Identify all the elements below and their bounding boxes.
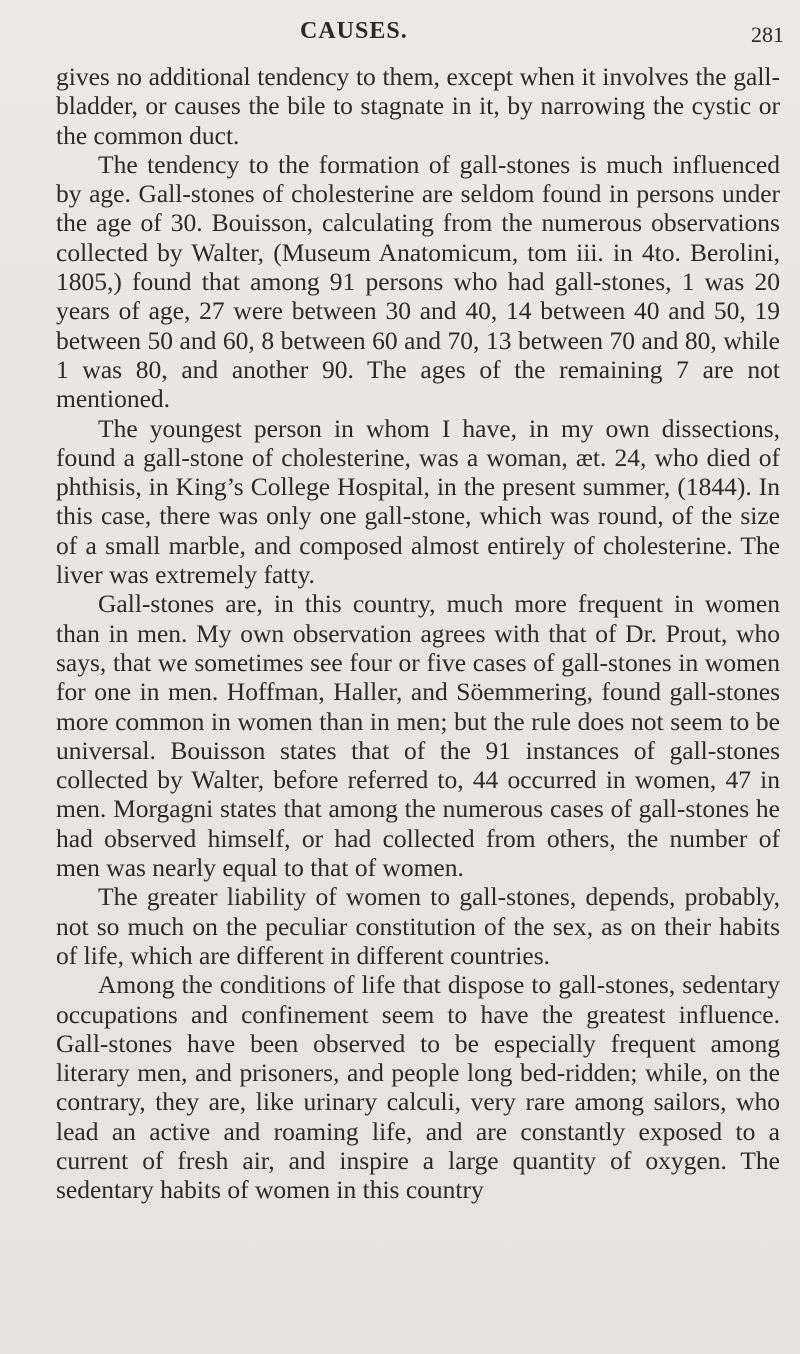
paragraph-conditions: Among the conditions of life that dispose to gall-stones, sedentary occupations and confinement seem to have the greatest influence. Gall-stones have been observed to be especially frequent among literary men, and prisoners, and people long bed-ridden; while, on the contrary, they are, like urinary calculi, very rare among sailors, who lead an active and roaming life, and are constantly exposed to a current of fresh air, and inspire a large quantity of oxygen. The sedentary habits of women in this country: [56, 970, 780, 1205]
body-text: [56, 62, 780, 1205]
paragraph-sex-frequency: Gall-stones are, in this country, much more frequent in women than in men. My own observation agrees with that of Dr. Prout, who says, that we sometimes see four or five cases of gall-stones in women for one in men. Hoffman, Haller, and Söemmering, found gall-stones more common in women than in men; but the rule does not seem to be universal. Bouisson states that of the 91 instances of gall-stones collected by Walter, before referred to, 44 occurred in women, 47 in men. Morgagni states that among the numerous cases of gall-stones he had observed himself, or had collected from others, the number of men was nearly equal to that of women.: [56, 589, 780, 883]
page-number: 281: [751, 22, 784, 47]
page-header: [0, 12, 800, 52]
paragraph-continued: gives no additional tendency to them, except when it involves the gall-bladder, or causes the bile to stagnate in it, by narrowing the cystic or the common duct.: [56, 62, 780, 150]
running-title: CAUSES.: [300, 18, 408, 44]
paragraph-liability: The greater liability of women to gall-stones, depends, probably, not so much on the peculiar constitution of the sex, as on their habits of life, which are different in different countries.: [56, 882, 780, 970]
paragraph-age: The tendency to the formation of gall-stones is much influenced by age. Gall-stones of cholesterine are seldom found in persons under the age of 30. Bouisson, calculating from the numerous observations collected by Walter, (Museum Anatomicum, tom iii. in 4to. Berolini, 1805,) found that among 91 persons who had gall-stones, 1 was 20 years of age, 27 were between 30 and 40, 14 between 40 and 50, 19 between 50 and 60, 8 between 60 and 70, 13 between 70 and 80, while 1 was 80, and another 90. The ages of the remaining 7 are not mentioned.: [56, 149, 780, 414]
paragraph-youngest-case: The youngest person in whom I have, in my own dissections, found a gall-stone of cholesterine, was a woman, æt. 24, who died of phthisis, in King’s College Hospital, in the present summer, (1844). In this case, there was only one gall-stone, which was round, of the size of a small marble, and composed almost entirely of cholesterine. The liver was extremely fatty.: [56, 413, 780, 590]
